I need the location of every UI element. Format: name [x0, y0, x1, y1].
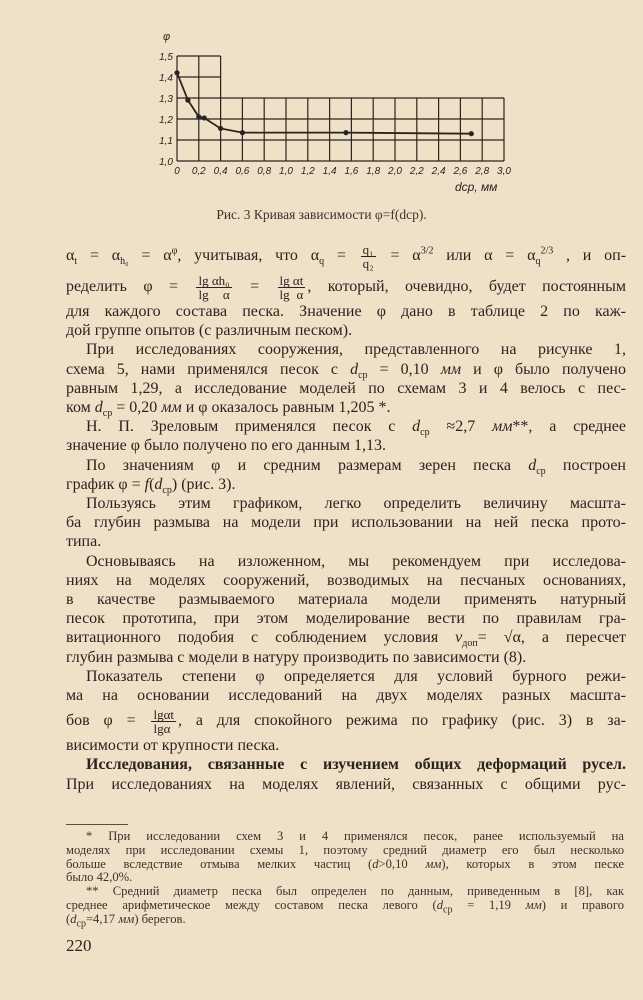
text-run: = — [492, 247, 528, 264]
x-tick-label: 2,2 — [409, 166, 424, 177]
text-run: мм — [161, 399, 182, 417]
text-run: , а для спокойного режима по графику (рис. 3) в за- — [178, 712, 626, 730]
text-run: ) и правого — [541, 897, 624, 912]
y-axis-label: φ — [163, 31, 171, 43]
y-tick-label: 1,3 — [159, 94, 173, 105]
footnote-line — [66, 897, 624, 916]
text-line — [66, 571, 626, 590]
subscript: ср — [358, 369, 368, 381]
text-run: глубин размыва с модели в натуру производить по зависимости (8). — [66, 648, 527, 666]
text-line — [66, 456, 626, 475]
text-run: построен — [545, 456, 626, 474]
text-run: типа. — [66, 533, 102, 551]
text-run: мм — [118, 911, 135, 926]
text-run: схема 5, нами применялся песок с — [66, 360, 351, 378]
fraction — [361, 243, 376, 270]
superscript: φ — [171, 245, 178, 257]
data-point — [469, 131, 474, 136]
text-run: ≈2,7 — [429, 418, 492, 436]
text-run: d — [412, 418, 421, 436]
footnote-line — [66, 844, 624, 858]
subscript: h₀ — [120, 256, 129, 268]
text-run: d — [436, 897, 444, 912]
text-run: f — [144, 475, 150, 493]
x-tick-label: 0,8 — [257, 166, 272, 177]
subscript: ср — [162, 485, 172, 497]
text-run: **, а среднее — [512, 418, 627, 436]
fraction-numerator: lg αt — [279, 272, 304, 288]
text-run: d — [94, 399, 103, 417]
text-run: При исследованиях на моделях явлений, связанных с общими рус- — [66, 775, 626, 793]
x-tick-label: 1,4 — [322, 166, 337, 177]
page-number: 220 — [66, 936, 92, 955]
text-line — [66, 340, 626, 359]
footnotes — [66, 829, 625, 930]
text-run: мм — [425, 856, 442, 871]
footnote-line — [66, 858, 624, 872]
text-line — [66, 494, 626, 513]
text-line — [66, 532, 626, 551]
subscript: доп — [462, 638, 478, 650]
subscript: ср — [76, 918, 86, 930]
text-line — [66, 398, 626, 420]
text-run: ) берегов. — [134, 911, 186, 926]
data-point — [240, 130, 245, 135]
text-run: значение φ было получено по его данным 1,13. — [66, 437, 386, 455]
text-run: ределить φ = — [66, 278, 195, 295]
fraction — [278, 274, 306, 301]
text-line — [66, 417, 627, 439]
text-run: = — [77, 247, 112, 264]
subscript: ср — [420, 427, 430, 439]
text-run: ( — [149, 475, 155, 493]
text-run: ) (рис. 3). — [171, 475, 236, 493]
text-run: = 1,19 — [452, 897, 526, 912]
text-run: мм — [440, 360, 462, 378]
text-run: = — [128, 247, 164, 264]
y-tick-label: 1,1 — [159, 136, 173, 147]
text-line — [66, 667, 626, 686]
fraction-numerator: lg αh₀ — [198, 272, 230, 288]
y-tick-label: 1,4 — [159, 73, 173, 84]
x-tick-label: 1,6 — [344, 166, 359, 177]
text-run: d — [350, 360, 359, 378]
text-run: α — [412, 247, 421, 264]
text-run: равным 1,29, а исследование моделей по схемам 3 и 4 велось с пес- — [66, 379, 626, 397]
text-run: висимости от крупности песка. — [66, 737, 280, 755]
superscript: 2/3 — [540, 245, 554, 257]
subscript: q — [319, 256, 325, 268]
fraction-denominator: lgα — [153, 721, 171, 737]
text-run: ком — [66, 399, 95, 417]
text-run: Н. П. Зреловым применялся песок с — [86, 418, 413, 436]
text-run: =4,17 — [85, 911, 119, 926]
data-point — [202, 115, 207, 120]
text-run: дой группе опытов (с различным песком). — [66, 322, 353, 340]
text-line — [66, 755, 626, 774]
figure-3-chart — [140, 28, 520, 204]
x-tick-label: 1,8 — [366, 166, 381, 177]
text-line — [66, 475, 626, 497]
text-run: витационного подобия с соблюдением условия — [66, 629, 456, 647]
text-line — [66, 628, 626, 650]
text-line — [66, 686, 626, 705]
fraction — [196, 274, 231, 301]
subscript: ср — [443, 904, 453, 916]
data-point — [174, 70, 179, 75]
subscript: ср — [102, 408, 113, 420]
text-run: = — [324, 247, 359, 264]
x-axis-label: dср, мм — [454, 180, 498, 194]
fraction-denominator: lg α — [198, 286, 230, 302]
text-run: было 42,0%. — [66, 870, 133, 885]
data-point — [343, 130, 348, 135]
text-line — [66, 648, 626, 667]
text-run: , учитывая, что — [177, 247, 311, 264]
text-run: α — [66, 247, 75, 264]
text-run: Показатель степени φ определяется для условий бурного режи- — [86, 667, 626, 685]
footnote-line — [66, 885, 624, 899]
text-run: * При исследовании схем 3 и 4 применялся песок, ранее используемый на — [86, 829, 624, 843]
fraction-numerator: q₁ — [362, 241, 374, 257]
text-run: бов φ = — [66, 712, 150, 730]
subscript: t — [74, 256, 78, 268]
text-run: среднее арифметическое между составом песка левого ( — [66, 897, 437, 912]
text-run: ), которых в этом песке — [441, 856, 625, 871]
text-line — [66, 271, 626, 302]
text-run: По значениям φ и средним размерам зерен песка — [86, 456, 529, 474]
text-run: мм — [525, 897, 542, 912]
text-run: моделях при исследовании схемы 1, поэтому средний диаметр его был несколько — [66, 842, 624, 857]
x-tick-label: 1,0 — [279, 166, 293, 177]
text-run: = 0,10 — [367, 360, 441, 378]
text-run: для каждого состава песка. Значение φ дано в таблице 2 по каж- — [66, 303, 626, 320]
text-run: d — [372, 856, 379, 871]
text-run: >0,10 — [378, 856, 426, 871]
footnote-line — [66, 830, 624, 844]
text-line — [66, 775, 626, 794]
text-line — [66, 379, 626, 398]
data-point — [185, 98, 190, 103]
text-run: песок прототипа, при этом моделирование вести по правилам гра- — [66, 610, 626, 628]
text-run: в качестве размываемого материала модели применять натурный — [66, 591, 626, 609]
text-run: d — [70, 911, 77, 926]
x-tick-label: 0 — [174, 166, 180, 177]
text-run: или — [433, 247, 485, 264]
text-run: Исследования, связанные с изучением общих деформаций русел. — [86, 756, 626, 774]
text-run: = √α, а пересчет — [477, 629, 626, 647]
text-run: Основываясь на изложенном, мы рекомендуем при исследова- — [86, 552, 626, 570]
superscript: 3/2 — [420, 245, 434, 257]
text-run: мм — [492, 418, 513, 436]
fraction-denominator: q₂ — [362, 255, 374, 271]
text-run: больше вследствие отмыва мелких частиц ( — [66, 856, 373, 871]
y-tick-label: 1,0 — [159, 157, 173, 168]
text-run: = — [233, 278, 276, 295]
text-run: При исследованиях сооружения, представленного на рисунке 1, — [86, 341, 626, 359]
text-run: график φ = — [66, 475, 145, 493]
text-line — [66, 302, 626, 321]
text-line — [66, 513, 626, 532]
text-run: ( — [66, 911, 71, 926]
figure-caption: Рис. 3 Кривая зависимости φ=f(dср). — [216, 207, 427, 222]
x-tick-label: 0,4 — [213, 166, 228, 177]
text-run: d — [154, 475, 163, 493]
text-line — [66, 590, 626, 609]
data-point — [218, 126, 223, 131]
subscript: ср — [536, 465, 546, 477]
x-tick-label: 2,6 — [453, 166, 468, 177]
data-point — [196, 114, 201, 119]
text-run: ба глубин размыва на модели при использовании на ней песка прото- — [66, 514, 626, 532]
y-tick-label: 1,5 — [159, 52, 173, 63]
text-line — [66, 240, 626, 271]
text-run: , и оп- — [553, 247, 627, 264]
body-text — [66, 240, 626, 794]
x-tick-label: 2,8 — [475, 166, 490, 177]
text-run: α — [111, 247, 121, 264]
x-tick-label: 2,4 — [431, 166, 446, 177]
text-run: , который, очевидно, будет постоянным — [307, 278, 626, 295]
text-run: α — [527, 247, 536, 264]
subscript: q — [535, 256, 541, 268]
text-line — [66, 321, 626, 340]
text-run: и φ оказалось равным 1,205 *. — [181, 399, 391, 417]
text-run: α — [163, 247, 172, 264]
x-tick-label: 0,6 — [235, 166, 250, 177]
fraction — [151, 708, 176, 735]
text-run: ** Средний диаметр песка был определен по данным, приведенным в [8], как — [86, 884, 624, 899]
text-run: α — [310, 247, 320, 264]
fraction-denominator: lg α — [279, 286, 304, 302]
text-run: d — [528, 456, 537, 474]
text-line — [66, 736, 626, 755]
x-tick-label: 1,2 — [300, 166, 315, 177]
text-line — [66, 436, 626, 455]
text-run: ниях на моделях сооружений, возводимых на песчаных основаниях, — [66, 571, 626, 589]
text-line — [66, 360, 626, 379]
text-run: v — [455, 629, 463, 647]
text-run: = — [377, 247, 413, 264]
text-line — [66, 705, 626, 736]
x-tick-label: 0,2 — [191, 166, 206, 177]
x-tick-label: 3,0 — [497, 166, 511, 177]
text-run: Пользуясь этим графиком, легко определить величину масшта- — [86, 495, 626, 513]
footnote-line — [66, 871, 624, 885]
y-tick-label: 1,2 — [159, 115, 173, 126]
text-run: α — [484, 247, 493, 264]
x-tick-label: 2,0 — [388, 166, 402, 177]
text-run: = 0,20 — [112, 399, 162, 417]
text-line — [66, 609, 626, 628]
fraction-numerator: lgαt — [153, 707, 174, 723]
footnote-line — [66, 911, 624, 930]
text-run: ма на основании исследований на двух моделях разных масшта- — [66, 687, 626, 705]
text-run: и φ было получено — [461, 360, 626, 378]
chart-svg — [140, 28, 520, 204]
text-line — [66, 552, 626, 571]
footnote-rule — [66, 824, 128, 825]
